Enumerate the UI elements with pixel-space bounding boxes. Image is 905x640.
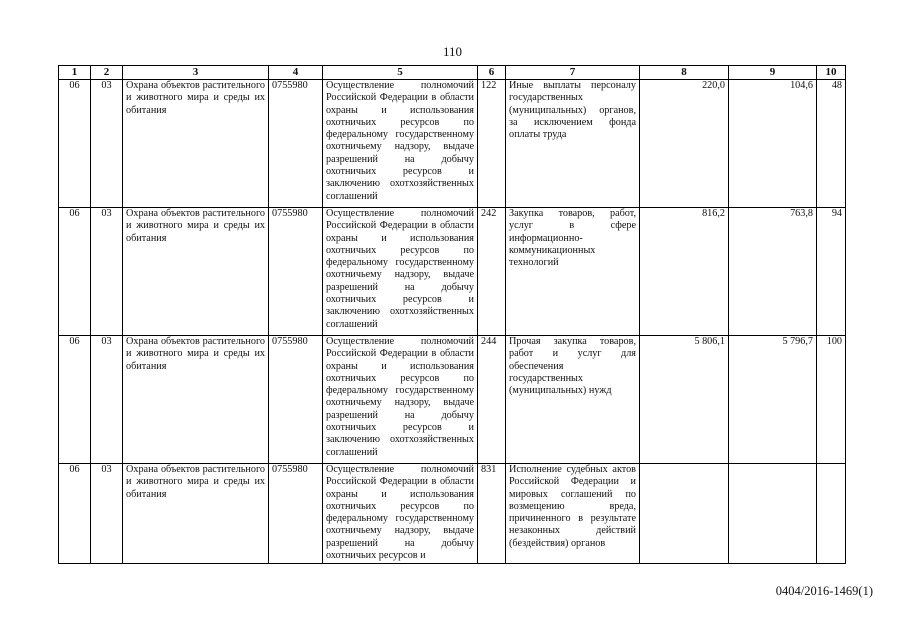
- cell-target-name: Осуществление полномочий Российской Федерации в области охраны и использования охотничьих ресурсов по федеральному государственному охотничьему надзору, выдаче разрешений на добычу охотничьих ресурсов и: [323, 464, 478, 564]
- cell-target-code: 0755980: [269, 208, 323, 336]
- column-header: 3: [123, 66, 269, 80]
- cell-amount-planned: 220,0: [640, 80, 729, 208]
- cell-percent: 94: [817, 208, 846, 336]
- cell-target-name: Осуществление полномочий Российской Федерации в области охраны и использования охотничьих ресурсов по федеральному государственному охотничьему надзору, выдаче разрешений на добычу охотничьих ресурсов и заключению охотхозяйственных соглашений: [323, 336, 478, 464]
- cell-target-name: Осуществление полномочий Российской Федерации в области охраны и использования охотничьих ресурсов по федеральному государственному охотничьему надзору, выдаче разрешений на добычу охотничьих ресурсов и заключению охотхозяйственных соглашений: [323, 208, 478, 336]
- table-row: [59, 208, 846, 336]
- column-header: 1: [59, 66, 91, 80]
- table-row: [59, 336, 846, 464]
- cell-amount-planned: 816,2: [640, 208, 729, 336]
- cell-section: 06: [59, 80, 91, 208]
- cell-amount-executed: 104,6: [729, 80, 817, 208]
- cell-subsection: 03: [91, 336, 123, 464]
- cell-subsection: 03: [91, 208, 123, 336]
- column-header: 7: [506, 66, 640, 80]
- table-row: [59, 80, 846, 208]
- cell-percent: 48: [817, 80, 846, 208]
- cell-subsection: 03: [91, 80, 123, 208]
- cell-amount-executed: 763,8: [729, 208, 817, 336]
- column-header: 8: [640, 66, 729, 80]
- cell-section: 06: [59, 336, 91, 464]
- budget-table: [58, 65, 846, 564]
- column-header: 6: [478, 66, 506, 80]
- table-header-row: [59, 66, 846, 80]
- cell-subsection: 03: [91, 464, 123, 564]
- cell-amount-planned: 5 806,1: [640, 336, 729, 464]
- cell-expense-type-code: 244: [478, 336, 506, 464]
- cell-section-name: Охрана объектов растительного и животного мира и среды их обитания: [123, 80, 269, 208]
- column-header: 10: [817, 66, 846, 80]
- cell-target-code: 0755980: [269, 336, 323, 464]
- cell-expense-type-name: Закупка товаров, работ, услуг в сфере информационно-коммуникационных технологий: [506, 208, 640, 336]
- cell-target-code: 0755980: [269, 464, 323, 564]
- cell-amount-executed: 5 796,7: [729, 336, 817, 464]
- cell-target-code: 0755980: [269, 80, 323, 208]
- cell-section: 06: [59, 208, 91, 336]
- cell-section-name: Охрана объектов растительного и животного мира и среды их обитания: [123, 336, 269, 464]
- cell-percent: [817, 464, 846, 564]
- column-header: 9: [729, 66, 817, 80]
- cell-amount-planned: [640, 464, 729, 564]
- cell-section: 06: [59, 464, 91, 564]
- cell-section-name: Охрана объектов растительного и животного мира и среды их обитания: [123, 464, 269, 564]
- cell-expense-type-name: Иные выплаты персоналу государственных (муниципальных) органов, за исключением фонда оплаты труда: [506, 80, 640, 208]
- cell-expense-type-code: 831: [478, 464, 506, 564]
- cell-section-name: Охрана объектов растительного и животного мира и среды их обитания: [123, 208, 269, 336]
- table-row: [59, 464, 846, 564]
- cell-amount-executed: [729, 464, 817, 564]
- cell-expense-type-name: Прочая закупка товаров, работ и услуг для обеспечения государственных (муниципальных) нужд: [506, 336, 640, 464]
- cell-expense-type-name: Исполнение судебных актов Российской Федерации и мировых соглашений по возмещению вреда, причиненного в результате незаконных действий (бездействия) органов: [506, 464, 640, 564]
- column-header: 4: [269, 66, 323, 80]
- cell-expense-type-code: 122: [478, 80, 506, 208]
- column-header: 5: [323, 66, 478, 80]
- cell-expense-type-code: 242: [478, 208, 506, 336]
- document-code: 0404/2016-1469(1): [775, 584, 873, 598]
- cell-target-name: Осуществление полномочий Российской Федерации в области охраны и использования охотничьих ресурсов по федеральному государственному охотничьему надзору, выдаче разрешений на добычу охотничьих ресурсов и заключению охотхозяйственных соглашений: [323, 80, 478, 208]
- column-header: 2: [91, 66, 123, 80]
- page-number: 110: [442, 44, 463, 59]
- cell-percent: 100: [817, 336, 846, 464]
